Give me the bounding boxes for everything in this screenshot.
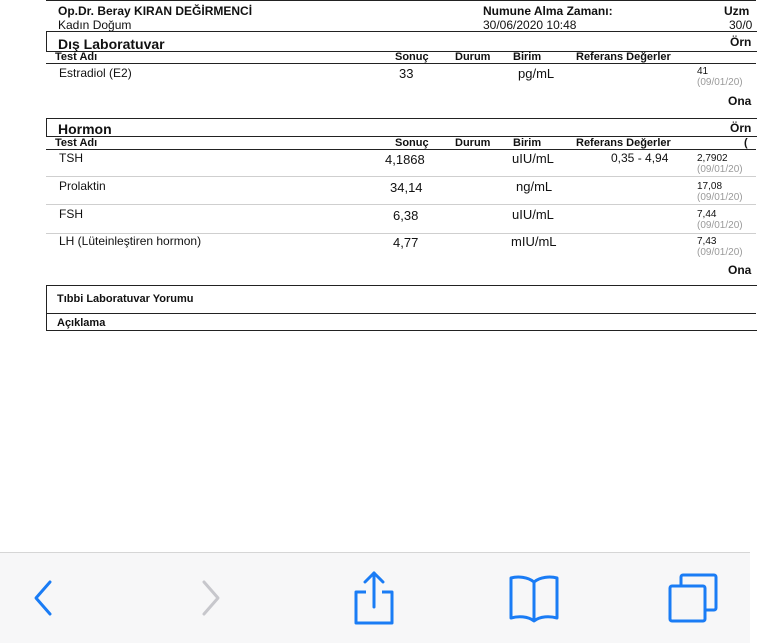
bookmarks-icon — [508, 574, 560, 622]
test-name: LH (Lüteinleştiren hormon) — [59, 234, 202, 248]
external-lab-prev-header: Örn — [730, 35, 752, 49]
external-lab-title: Dış Laboratuvar — [58, 36, 165, 52]
col-prev-sub: ( — [744, 137, 748, 149]
test-unit: ng/mL — [516, 179, 553, 194]
col-unit: Birim — [513, 137, 542, 149]
comment-divider — [46, 313, 756, 314]
header-right-value: 30/0 — [729, 18, 753, 32]
share-icon — [353, 570, 395, 626]
row-divider — [46, 176, 756, 177]
col-test: Test Adı — [55, 137, 98, 149]
prev-value: 17,08 — [697, 181, 723, 192]
prev-value: 41 — [697, 66, 709, 77]
header-right-label: Uzm — [724, 4, 750, 18]
test-reference: 0,35 - 4,94 — [611, 151, 669, 165]
tabs-icon — [667, 572, 719, 624]
prev-date: (09/01/20) — [697, 164, 743, 175]
sample-time-label: Numune Alma Zamanı: — [483, 4, 613, 18]
external-lab-header-rule — [46, 63, 756, 64]
hormone-title: Hormon — [58, 121, 112, 137]
test-result: 4,77 — [393, 235, 419, 250]
prev-date: (09/01/20) — [697, 192, 743, 203]
prev-value: 7,43 — [697, 236, 717, 247]
share-button[interactable] — [334, 553, 414, 643]
test-name: Prolaktin — [59, 179, 106, 193]
col-reference: Referans Değerler — [576, 137, 671, 149]
sample-time: 30/06/2020 10:48 — [483, 18, 577, 32]
forward-button[interactable] — [171, 553, 251, 643]
prev-date: (09/01/20) — [697, 247, 743, 258]
hormone-prev-header: Örn — [730, 121, 752, 135]
prev-date: (09/01/20) — [697, 220, 743, 231]
back-button[interactable] — [3, 553, 83, 643]
test-name: FSH — [59, 207, 83, 221]
doctor-name: Op.Dr. Beray KIRAN DEĞİRMENCİ — [58, 4, 253, 18]
test-name: Estradiol (E2) — [59, 66, 132, 80]
approval-label: Ona — [728, 94, 752, 108]
department: Kadın Doğum — [58, 18, 132, 32]
bookmarks-button[interactable] — [494, 553, 574, 643]
test-unit: pg/mL — [518, 66, 555, 81]
forward-icon — [199, 578, 223, 618]
test-name: TSH — [59, 151, 83, 165]
col-reference: Referans Değerler — [576, 51, 671, 63]
browser-toolbar — [0, 552, 750, 643]
test-result: 4,1868 — [385, 152, 425, 167]
tabs-button[interactable] — [653, 553, 733, 643]
col-test: Test Adı — [55, 51, 98, 63]
hormone-header-box — [46, 118, 757, 137]
comment-box — [46, 285, 757, 331]
test-result: 33 — [399, 66, 414, 81]
col-status: Durum — [455, 137, 491, 149]
prev-value: 7,44 — [697, 209, 717, 220]
explanation-title: Açıklama — [57, 317, 106, 329]
col-result: Sonuç — [395, 137, 429, 149]
test-unit: mIU/mL — [511, 234, 557, 249]
back-icon — [31, 578, 55, 618]
approval-label: Ona — [728, 263, 752, 277]
hormone-header-rule — [46, 149, 756, 150]
row-divider — [46, 204, 756, 205]
lab-comment-title: Tıbbi Laboratuvar Yorumu — [57, 293, 194, 305]
test-result: 6,38 — [393, 208, 419, 223]
col-result: Sonuç — [395, 51, 429, 63]
top-rule — [46, 0, 756, 1]
prev-date: (09/01/20) — [697, 77, 743, 88]
prev-value: 2,7902 — [697, 153, 728, 164]
test-unit: uIU/mL — [512, 207, 554, 222]
col-unit: Birim — [513, 51, 542, 63]
test-unit: uIU/mL — [512, 151, 554, 166]
test-result: 34,14 — [390, 180, 423, 195]
col-status: Durum — [455, 51, 491, 63]
